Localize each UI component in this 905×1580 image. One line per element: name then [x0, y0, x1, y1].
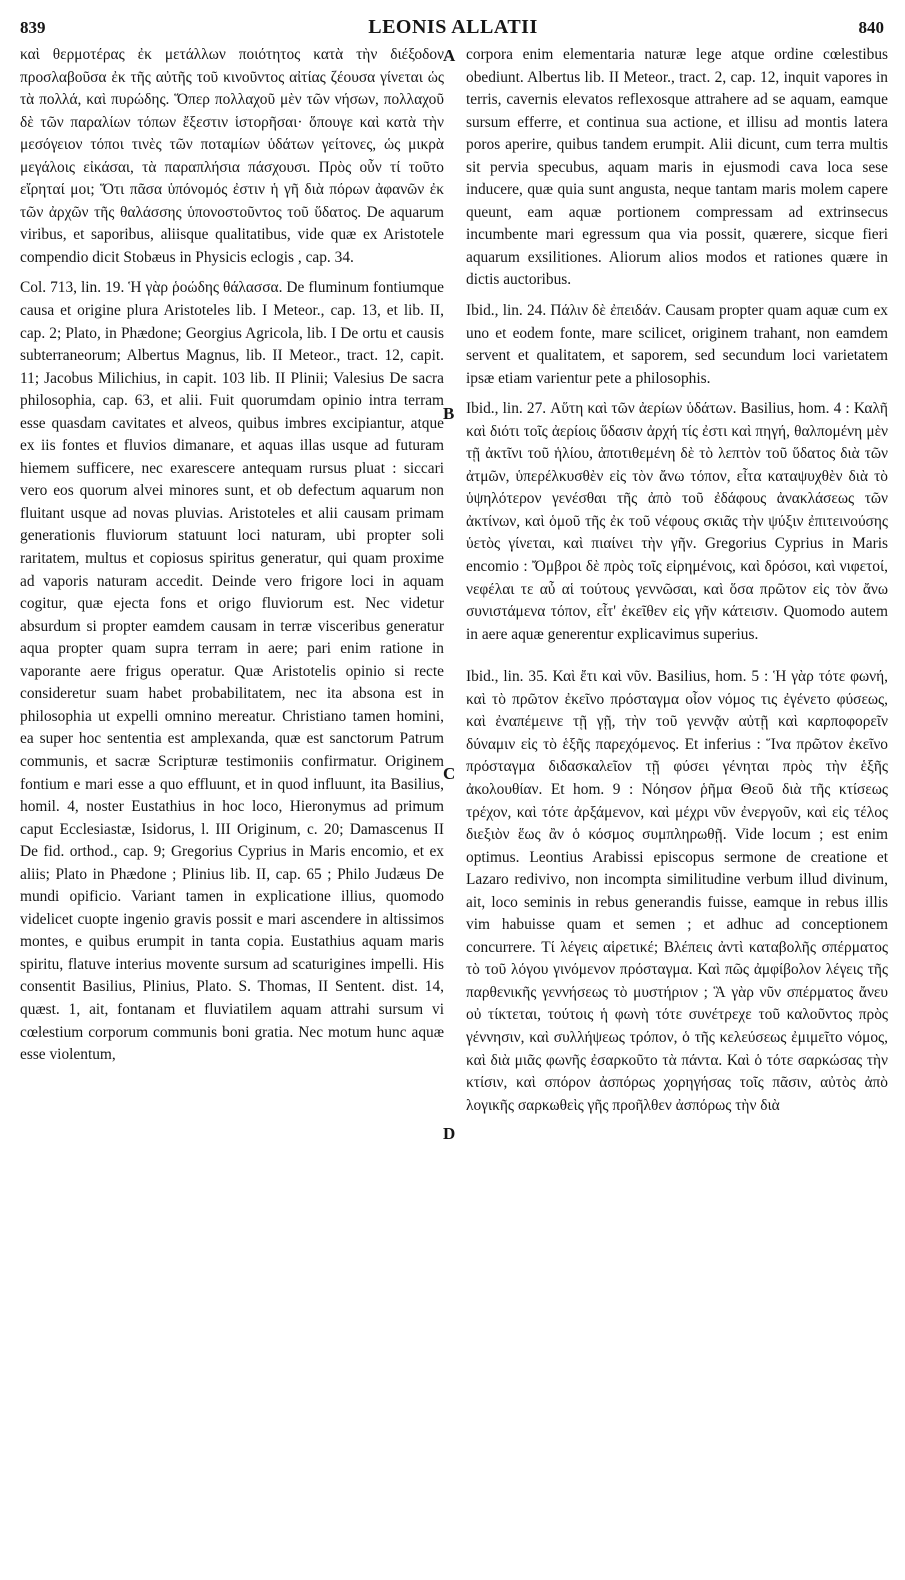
- paragraph: corpora enim elementaria naturæ lege atque ordine cœlestibus obediunt. Albertus lib. II Meteor., tract. 2, cap. 12, inquit vapores in terris, cavernis elevatos reflexosque attrahere ad se aquam, eamque sursum efferre, et continua sua actione, et illisu ad montis latera poros aperire, quibus tandem erumpit. Alii dicunt, cum terra multis sit pervia specubus, aquam maris in ejusmodi cava loca sese inducere, quæ quia sunt angusta, neque tantam maris molem capere queunt, eam aquæ portionem compressam ad extrinsecus incumbente mari egressum qua via possit, quærere, sicque fieri aquarum exsilitiones. Aliorum alios modos et rationes quære in dictis auctoribus.: [466, 46, 888, 289]
- page-number-right: 840: [858, 18, 884, 37]
- right-column: [466, 44, 888, 1117]
- paragraph: Col. 713, lin. 19. Ἡ γὰρ ῥοώδης θάλασσα. De fluminum fontiumque causa et origine plura Aristoteles lib. I Meteor., cap. 13, et lib. II, cap. 2; Plato, in Phædone; Georgius Agricola, lib. I De ortu et causis subterraneorum; Albertus Magnus, lib. II Meteor., tract. 12, capit. 11; Jacobus Milichius, in capit. 103 lib. II Plinii; Valesius De sacra philosophia, cap. 63, et alii. Fuit quorumdam opinio intra terram esse quasdam cavitates et alveos, quibus imbres excipiantur, atque ex iis fontes et fluvios dimanare, et aquas illas usque ad futuram hiemem sufficere, nec exarescere antequam rursus pluat : siccari vero eos quorum alvei minores sunt, et ob defectum aquarum non fluitant usque ad novas pluvias. Aristoteles et alii causam primam generationis fluviorum statuunt loci naturam, ubi propter soli raritatem, multus et copiosus spiritus generatur, qui quam proxime ad vaporis naturam accedit. Deinde vero frigore loci in aquam cogitur, quæ ejecta fons et origo fluviorum est. Nec videtur absurdum si propter eamdem causam in terræ visceribus generatur aqua propter quam supra terram in aere; pari enim ratione in vaporante aere frigus operatur. Quæ Aristotelis opinio si recte consideretur suam habet probabilitatem, nec ita absona est in philosophia ut expelli omnino mereatur. Christiano tamen homini, ea super hoc sententia est amplexanda, quæ est sanctorum Patrum communis, et sacræ Scripturæ testimoniis confirmatur. Originem fontium e mari esse a quo effluunt, et in quod influunt, ita Basilius, homil. 4, noster Eustathius in hoc loco, Hieronymus ad primum caput Ecclesiastæ, Isidorus, l. III Originum, c. 20; Damascenus II De fid. orthod., cap. 9; Gregorius Cyprius in Maris encomio, et ex aliis; Plato in Phædone ; Plinius lib. II, cap. 65 ; Philo Judæus De mundi opificio. Variant tamen in explicatione illius, quomodo videlicet cuopte ingenio gravis possit e mari ascendere in altissimos montes, e quibus erumpit in tanta copia. Eustathius aquam maris spiritu, flatuve interius movente sursum ad scaturigines impelli. His consentit Basilius, Plinius, Plato. S. Thomas, II Sentent. dist. 14, quæst. 1, ait, fontanam et fluviatilem aquam attrahi sursum vi cœlestium corporum communis boni gratia. Nec motum hunc aquæ esse violentum,: [20, 279, 444, 1064]
- paragraph: καὶ θερμοτέρας ἐκ μετάλλων ποιότητος κατὰ τὴν διέξοδον προσλαβοῦσα ἐκ τῆς αὐτῆς τοῦ κινοῦντος αἰτίας ζέουσα γίνεται ὡς τὰ πολλά, καὶ πυρώδης. Ὅπερ πολλαχοῦ μὲν τῶν νήσων, πολλαχοῦ δὲ τῶν παραλίων τόπων ἔξεστιν ἱστορῆσαι· ὅπουγε καὶ κατὰ τὴν μεσόγειον τόποι τινὲς τῶν ποταμίων ὑδάτων γείτονες, ὡς μικρὰ μεγάλοις εἰκάσαι, τὰ παραπλήσια πάσχουσι. Πρὸς οὖν τί τοῦτο εἴρηταί μοι; Ὅτι πᾶσα ὑπόνομός ἐστιν ἡ γῆ διὰ πόρων ἀφανῶν ἐκ τῶν ἀρχῶν τῆς θαλάσσης ὑπονοστοῦντος τοῦ ὕδατος. De aquarum viribus, et saporibus, aliisque qualitatibus, vide quæ ex Aristotele compendio dicit Stobæus in Physicis eclogis , cap. 34.: [20, 46, 444, 266]
- page-number-left: 839: [20, 18, 46, 37]
- page-header: [18, 12, 888, 42]
- margin-marker-b: B: [443, 404, 455, 423]
- paragraph: Ibid., lin. 24. Πάλιν δὲ ἐπειδάν. Causam propter quam aquæ cum ex uno et eodem fonte, mare scilicet, originem trahant, non eamdem servent et qualitatem, et saporem, sed secundum loci varietatem ipsæ etiam varientur pete a philosophis.: [466, 302, 888, 387]
- paragraph: Ibid., lin. 27. Αὕτη καὶ τῶν ἀερίων ὑδάτων. Basilius, hom. 4 : Καλῆ καὶ διότι τοῖς ἀερίοις ὕδασιν ἀρχή τίς ἐστι καὶ πηγή, θαλπομένη μὲν τῇ ἀκτῖνι τοῦ ἡλίου, ἀποτιθεμένη δὲ τὸ λεπτὸν τοῦ ὕδατος διὰ τῶν ἀτμῶν, ὑπερέλκυσθὲν εἰς τὸν ἄνω τόπον, εἶτα καταψυχθὲν διὰ τὸ ὑψηλότερον γενέσθαι τῆς ἀπὸ τοῦ ἐδάφους ἀνακλάσεως τῶν ἀκτίνων, καὶ ὁμοῦ τῆς ἐκ τοῦ νέφους σκιᾶς τὴν ψύξιν ἐπιτεινούσης ὑετὸς γίνεται, καὶ πιαίνει τὴν γῆν. Gregorius Cyprius in Maris encomio : Ὄμβροι δὲ πρὸς τοῖς εἰρημένοις, καὶ δρόσοι, καὶ νιφετοί, νεφέλαι τε αὖ αἱ τούτους γεννῶσαι, καὶ ὅσα πρῶτον εἰς τὸν ἄνω συνιστάμενα τόπον, εἶτ' ἐκεῖθεν εἰς γῆν κάτεισιν. Quomodo autem in aere aquæ generentur explicavimus superius.: [466, 400, 888, 643]
- running-title: LEONIS ALLATII: [368, 16, 538, 38]
- left-column: [20, 44, 444, 1067]
- margin-marker-a: A: [443, 46, 456, 65]
- margin-marker-d: D: [443, 1124, 456, 1143]
- margin-marker-c: C: [443, 764, 456, 783]
- paragraph: Ibid., lin. 35. Καὶ ἔτι καὶ νῦν. Basilius, hom. 5 : Ἡ γὰρ τότε φωνή, καὶ τὸ πρῶτον ἐκεῖνο πρόσταγμα οἷον νόμος τις ἐγένετο φύσεως, καὶ ἐναπέμεινε τῇ γῇ, τὴν τοῦ γεννᾷν αὐτῇ καὶ καρποφορεῖν δύναμιν εἰς τὸ ἑξῆς παρεχόμενος. Et inferius : Ἵνα πρῶτον ἐκεῖνο πρόσταγμα διδασκαλεῖον τῇ φύσει γένηται πρὸς τὴν ἑξῆς ἀκολουθίαν. Et hom. 9 : Νόησον ῥῆμα Θεοῦ διὰ τῆς κτίσεως τρέχον, καὶ τότε ἀρξάμενον, καὶ μέχρι νῦν ἐνεργοῦν, καὶ εἰς τέλος διεξιὸν ἕως ἂν ὁ κόσμος συμπληρωθῇ. Vide locum ; est enim optimus. Leontius Arabissi episcopus sermone de creatione et Lazaro redivivo, non incompta similitudine verbum illud divinum, ait, loco seminis in rebus generandis fuisse, eamque in rebus illis vim habuisse quam et semen ; et adhuc ad conceptionem concurrere. Τί λέγεις αἱρετικέ; Βλέπεις ἀντὶ καταβολῆς σπέρματος τὸ τοῦ λόγου γινόμενον πρόσταγμα. Καὶ πῶς ἀμφίβολον λέγεις τῆς παρθενικῆς γεννήσεως τὸ μυστήριον ; Ἃ γὰρ νῦν σπέρματος ἄνευ οὐ τίκτεται, τούτοις ἡ φωνὴ τότε συνέτρεχε τοῦ καλοῦντος πρὸς γέννησιν, καὶ συλλήψεως τρόπον, ὁ τῆς κελεύσεως ἐμιμεῖτο νόμος, καὶ διὰ μιᾶς φωνῆς ἐσαρκοῦτο τὰ πάντα. Καὶ ὁ τότε σαρκώσας τὴν κτίσιν, καὶ σπόρον ἀσπόρως χορηγήσας τοῖς πᾶσιν, αὐτὸς ἀπὸ λογικῆς σαρκωθεὶς γῆς προῆλθεν ἀσπόρως τὴν διὰ: [466, 668, 888, 1114]
